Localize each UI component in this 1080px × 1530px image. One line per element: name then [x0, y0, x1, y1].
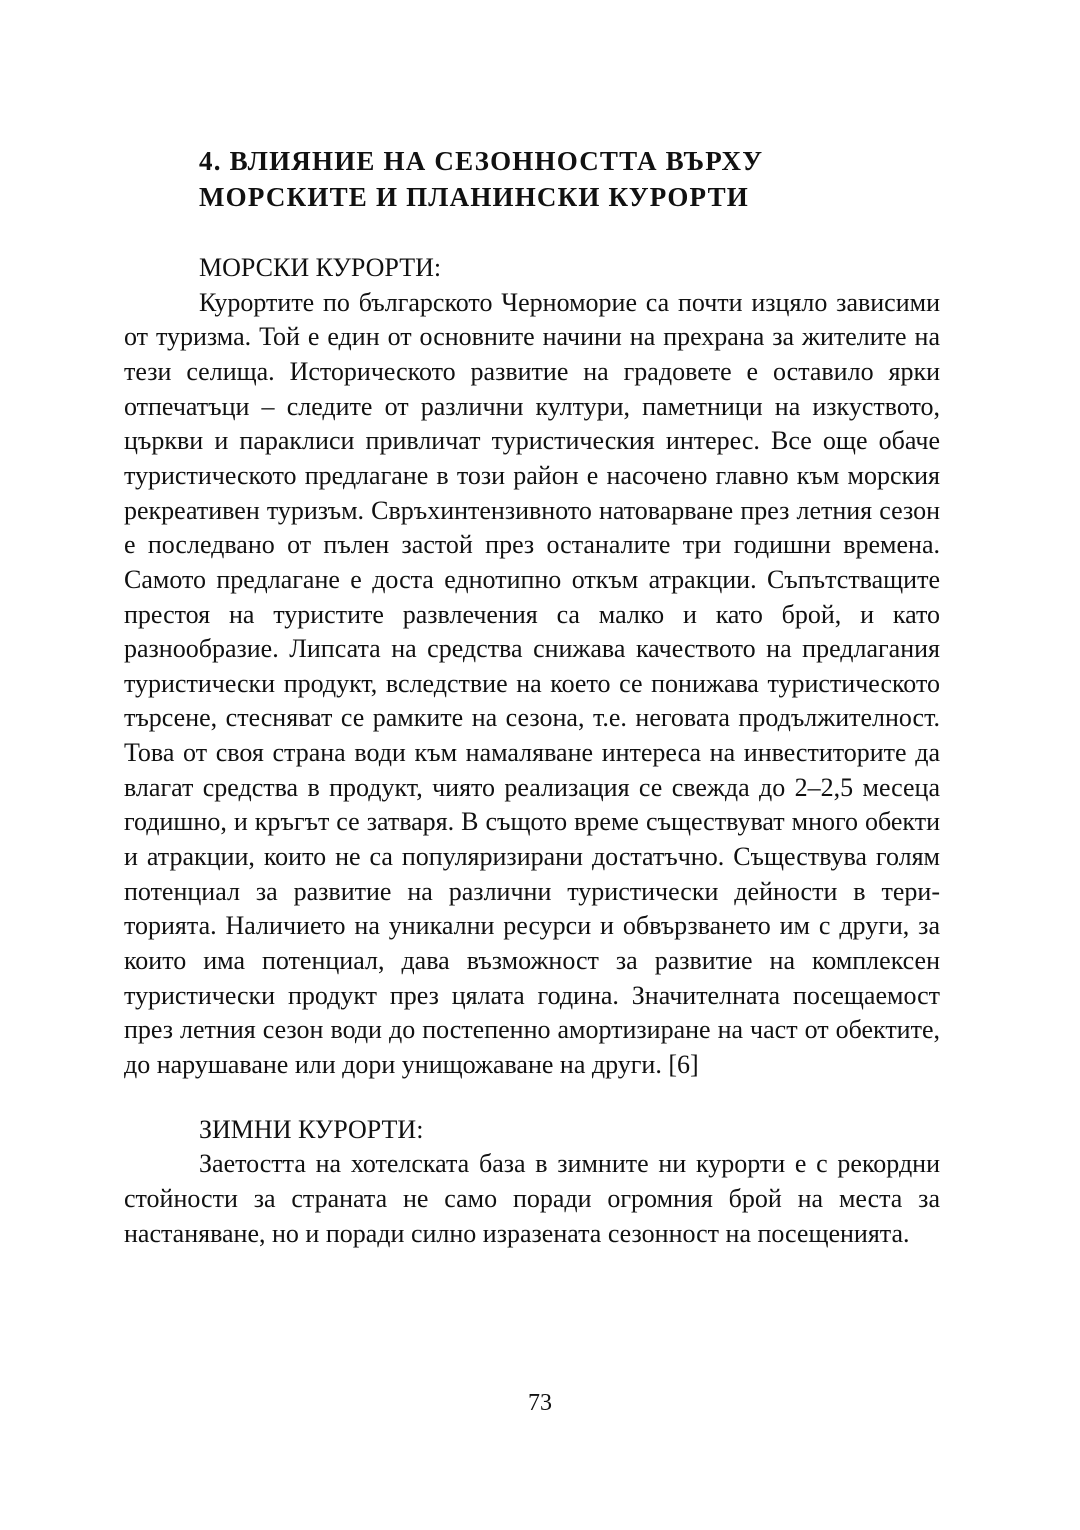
- chapter-title: [124, 143, 940, 215]
- chapter-title-line-2: МОРСКИТЕ И ПЛАНИНСКИ КУРОРТИ: [199, 182, 749, 212]
- paragraph-sea-resorts: Курортите по българското Черноморие са почти изцяло зависими от туризма. Той е един от основните начини на прехрана за жителите на тези селища. Историческото развитие на градовете е оставило ярки отпечатъци – следите от различни култури, паметници на изкуството, църкви и параклиси привличат туристическия интерес. Все още обаче туристическото предлагане в този район е насочено главно към морския рекреативен туризъм. Свръхинтензивното натоварване през летния сезон е последвано от пълен застой през останалите три годишни времена. Самото предлагане е доста еднотипно откъм атракции. Съпътстващите престоя на туристите развлечения са малко и като брой, и като разнообразие. Липсата на средства снижава качеството на предлагания туристически продукт, вследствие на което се понижава туристическото търсене, стесняват се рамките на сезона, т.е. неговата продължителност. Това от своя страна води към намаляване интереса на инвеститорите да влагат средства в продукт, чиято реализация се свежда до 2–2,5 месеца годишно, и кръгът се затваря. В същото време съществуват много обекти и атракции, които не са популяризирани достатъчно. Съществува голям потенциал за развитие на различни туристически дейности в територията. Наличието на уникални ресурси и обвързването им с други, за които има потенциал, дава възможност за развитие на комплексен туристически продукт през цялата година. Значителната посещаемост през летния сезон води до постепенно амортизиране на част от обектите, до нарушаване или дори унищожаване на други. [6]: [124, 287, 940, 1080]
- page-content: [124, 143, 940, 1251]
- section-heading-sea-resorts: МОРСКИ КУРОРТИ:: [199, 253, 442, 282]
- chapter-title-line-1: 4. ВЛИЯНИЕ НА СЕЗОННОСТТА ВЪРХУ: [199, 146, 764, 176]
- paragraph-winter-resorts: Заетостта на хотелската база в зимните ни курорти е с рекордни стойности за страната не само поради огромния брой на места за настаняване, но и поради силно изразената сезонност на посещенията.: [124, 1149, 940, 1248]
- page-number: 73: [528, 1390, 552, 1416]
- section-heading-winter-resorts: ЗИМНИ КУРОРТИ:: [199, 1114, 424, 1144]
